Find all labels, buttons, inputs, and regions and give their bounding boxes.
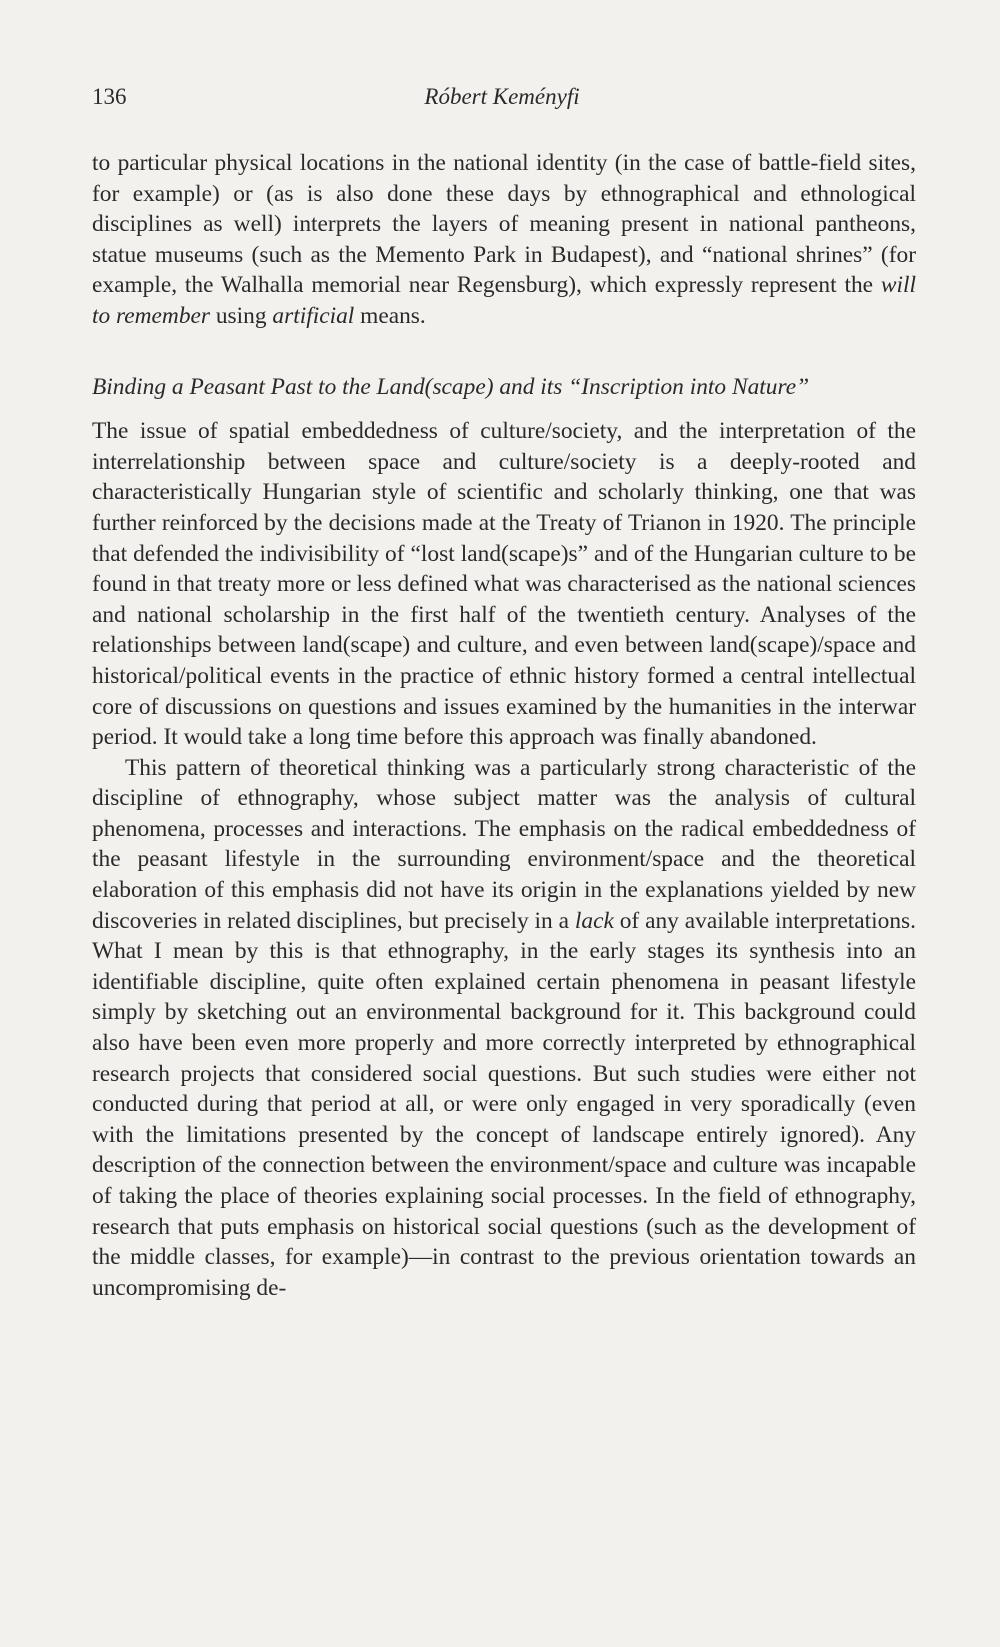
emphasis-text: artificial (272, 302, 355, 329)
running-title: Róbert Keményfi (424, 84, 580, 109)
emphasis-text: lack (574, 907, 614, 934)
paragraph-text: means. (354, 302, 426, 329)
section-heading: Binding a Peasant Past to the Land(scape) and its “Inscription into Nature” (92, 373, 810, 400)
paragraph-text: using (210, 302, 273, 329)
paragraph-text: to particular physical locations in the national identity (in the case of battle-field sites, for example) or (as is also done these days by ethnographical and ethnological disciplines as well) interprets the layers of meaning present in national pantheons, statue museums (such as the Memento Park in Budapest), and “national shrines” (for example, the Walhalla memorial near Regensburg), which expressly represent the (92, 150, 916, 299)
paragraph-text: of any available interpretations. What I mean by this is that ethnography, in the early stages its synthesis into an identifiable discipline, quite often explained certain phenomena in peasant lifestyle simply by sketching out an environmental background for it. This background could also have been even more properly and more correctly interpreted by ethnographical research projects that considered social questions. But such studies were either not conducted during that period at all, or were only engaged in very sporadically (even with the limitations presented by the concept of landscape entirely ignored). Any description of the connection between the environment/space and culture was incapable of taking the place of theories explaining social processes. In the field of ethnography, research that puts emphasis on historical social questions (such as the development of the middle classes, for example)—in contrast to the previous orientation towards an uncompromising de- (92, 907, 916, 1301)
page-number: 136 (92, 84, 127, 109)
body-text (92, 148, 916, 1303)
paragraph-text: This pattern of theoretical thinking was a particularly strong characteristic of the discipline of ethnography, whose subject matter was the analysis of cultural phenomena, processes and interactions. The emphasis on the radical embeddedness of the peasant lifestyle in the surrounding environment/space and the theoretical elaboration of this emphasis did not have its origin in the explanations yielded by new discoveries in related disciplines, but precisely in a (92, 754, 916, 934)
paragraph-continued (92, 148, 916, 332)
paragraph: The issue of spatial embeddedness of culture/society, and the interpretation of the interrelationship between space and culture/society is a deeply-rooted and characteristically Hungarian style of scientific and scholarly thinking, one that was further reinforced by the decisions made at the Treaty of Trianon in 1920. The principle that defended the indivisibility of “lost land(scape)s” and of the Hungarian culture to be found in that treaty more or less defined what was characterised as the national sciences and national scholarship in the first half of the twentieth century. Analyses of the relationships between land(scape) and culture, and even between land(scape)/space and historical/political events in the practice of ethnic history formed a central intellectual core of discussions on questions and issues examined by the humanities in the interwar period. It would take a long time before this approach was finally abandoned. (92, 418, 916, 751)
paragraph (92, 753, 916, 1304)
emphasis-text: will to remember (92, 272, 916, 329)
running-head (92, 84, 912, 118)
